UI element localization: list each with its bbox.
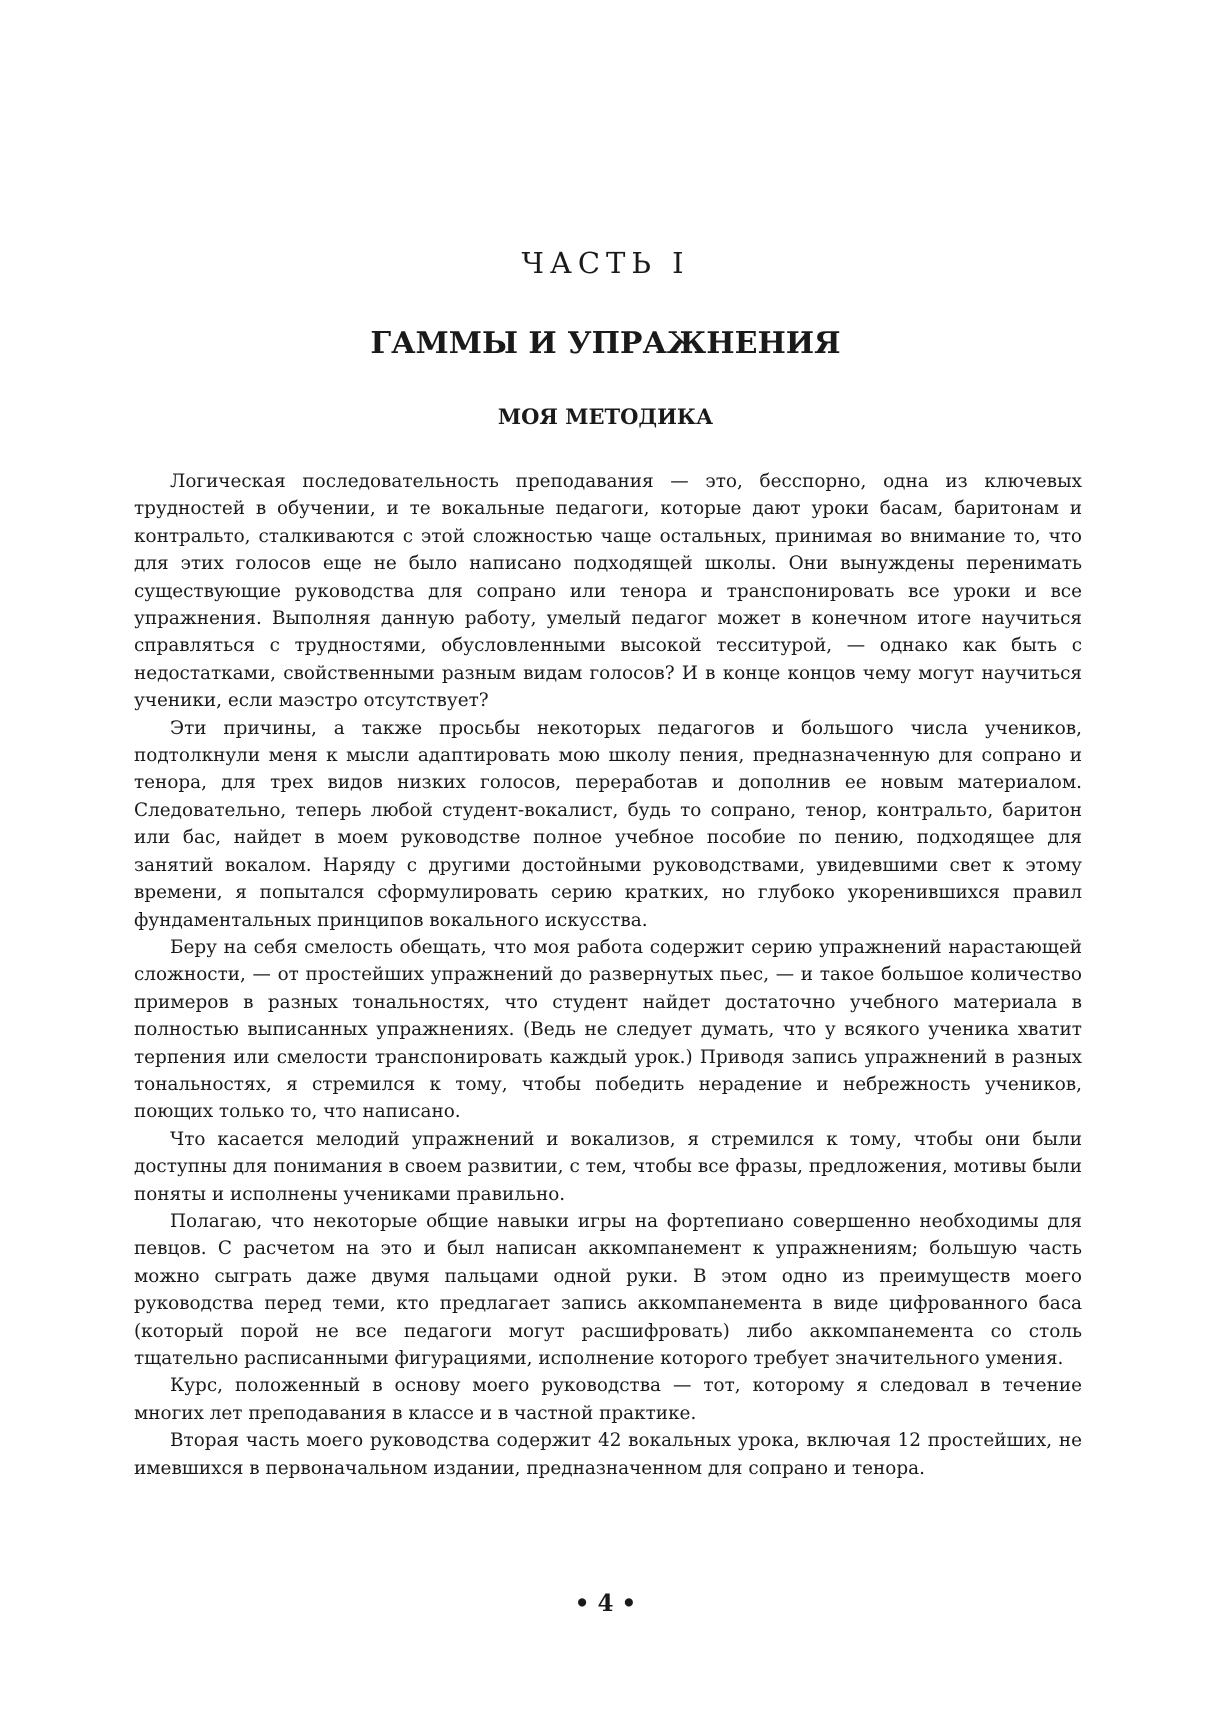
paragraph: Вторая часть моего руководства содержит 42 вокальных урока, включая 12 простейших, не имевшихся в первоначальном издании, предназначенном для сопрано и тенора.	[134, 1430, 1082, 1479]
paragraph: Полагаю, что некоторые общие навыки игры на фортепиано совершенно необходимы для певцов. С расчетом на это и был написан аккомпанемент к упражнениям; большую часть можно сыграть даже двумя пальцами одной руки. В этом одно из преимуществ моего руководства перед теми, кто предлагает запись аккомпанемента в виде цифрованного баса (который порой не все педагоги могут расшифровать) либо аккомпанемента со столь тщательно расписанными фигурациями, исполнение которого требует значительного умения.	[134, 1210, 1082, 1369]
paragraph: Эти причины, а также просьбы некоторых педагогов и большого числа учеников, подтолкнули меня к мысли адаптировать мою школу пения, предназначенную для сопрано и тенора, для трех видов низких голосов, переработав и дополнив ее новым материалом. Следовательно, теперь любой студент-вокалист, будь то сопрано, тенор, контральто, баритон или бас, найдет в моем руководстве полное учебное пособие по пению, подходящее для занятий вокалом. Наряду с другими достойными руководствами, увидевшими свет к этому времени, я попытался сформулировать серию кратких, но глубоко укоренившихся правил фундаментальных принципов вокального искусства.	[134, 717, 1082, 931]
section-title: ГАММЫ И УПРАЖНЕНИЯ	[370, 326, 841, 361]
paragraph: Что касается мелодий упражнений и вокализов, я стремился к тому, чтобы они были доступны для понимания в своем развитии, с тем, чтобы все фразы, предложения, мотивы были поняты и исполнены учениками правильно.	[134, 1128, 1082, 1205]
part-label: ЧАСТЬ I	[521, 246, 690, 280]
page-number: • 4 •	[574, 1590, 637, 1617]
paragraph: Логическая последовательность преподавания — это, бесспорно, одна из ключевых трудностей в обучении, и те вокальные педагоги, которые дают уроки басам, баритонам и контральто, сталкиваются с этой сложностью чаще остальных, принимая во внимание то, что для этих голосов еще не было написано подходящей школы. Они вынуждены перенимать существующие руководства для сопрано или тенора и транспонировать все уроки и все упражнения. Выполняя данную работу, умелый педагог может в конечном итоге научиться справляться с трудностями, обусловленными высокой тесситурой, — однако как быть с недостатками, свойственными разным видам голосов? И в конце концов чему могут научиться ученики, если маэстро отсутствует?	[134, 471, 1082, 712]
paragraph: Курс, положенный в основу моего руководства — тот, которому я следовал в течение многих лет преподавания в классе и в частной практике.	[134, 1375, 1082, 1424]
subsection-title: МОЯ МЕТОДИКА	[497, 404, 714, 429]
paragraph: Беру на себя смелость обещать, что моя работа содержит серию упражнений нарастающей сложности, — от простейших упражнений до развернутых пьес, — и такое большое количество примеров в разных тональностях, что студент найдет достаточно учебного материала в полностью выписанных упражнениях. (Ведь не следует думать, что у всякого ученика хватит терпения или смелости транспонировать каждый урок.) Приводя запись упражнений в разных тональностях, я стремился к тому, чтобы победить нерадение и небрежность учеников, поющих только то, что написано.	[134, 936, 1082, 1123]
body-text	[134, 468, 1082, 1482]
